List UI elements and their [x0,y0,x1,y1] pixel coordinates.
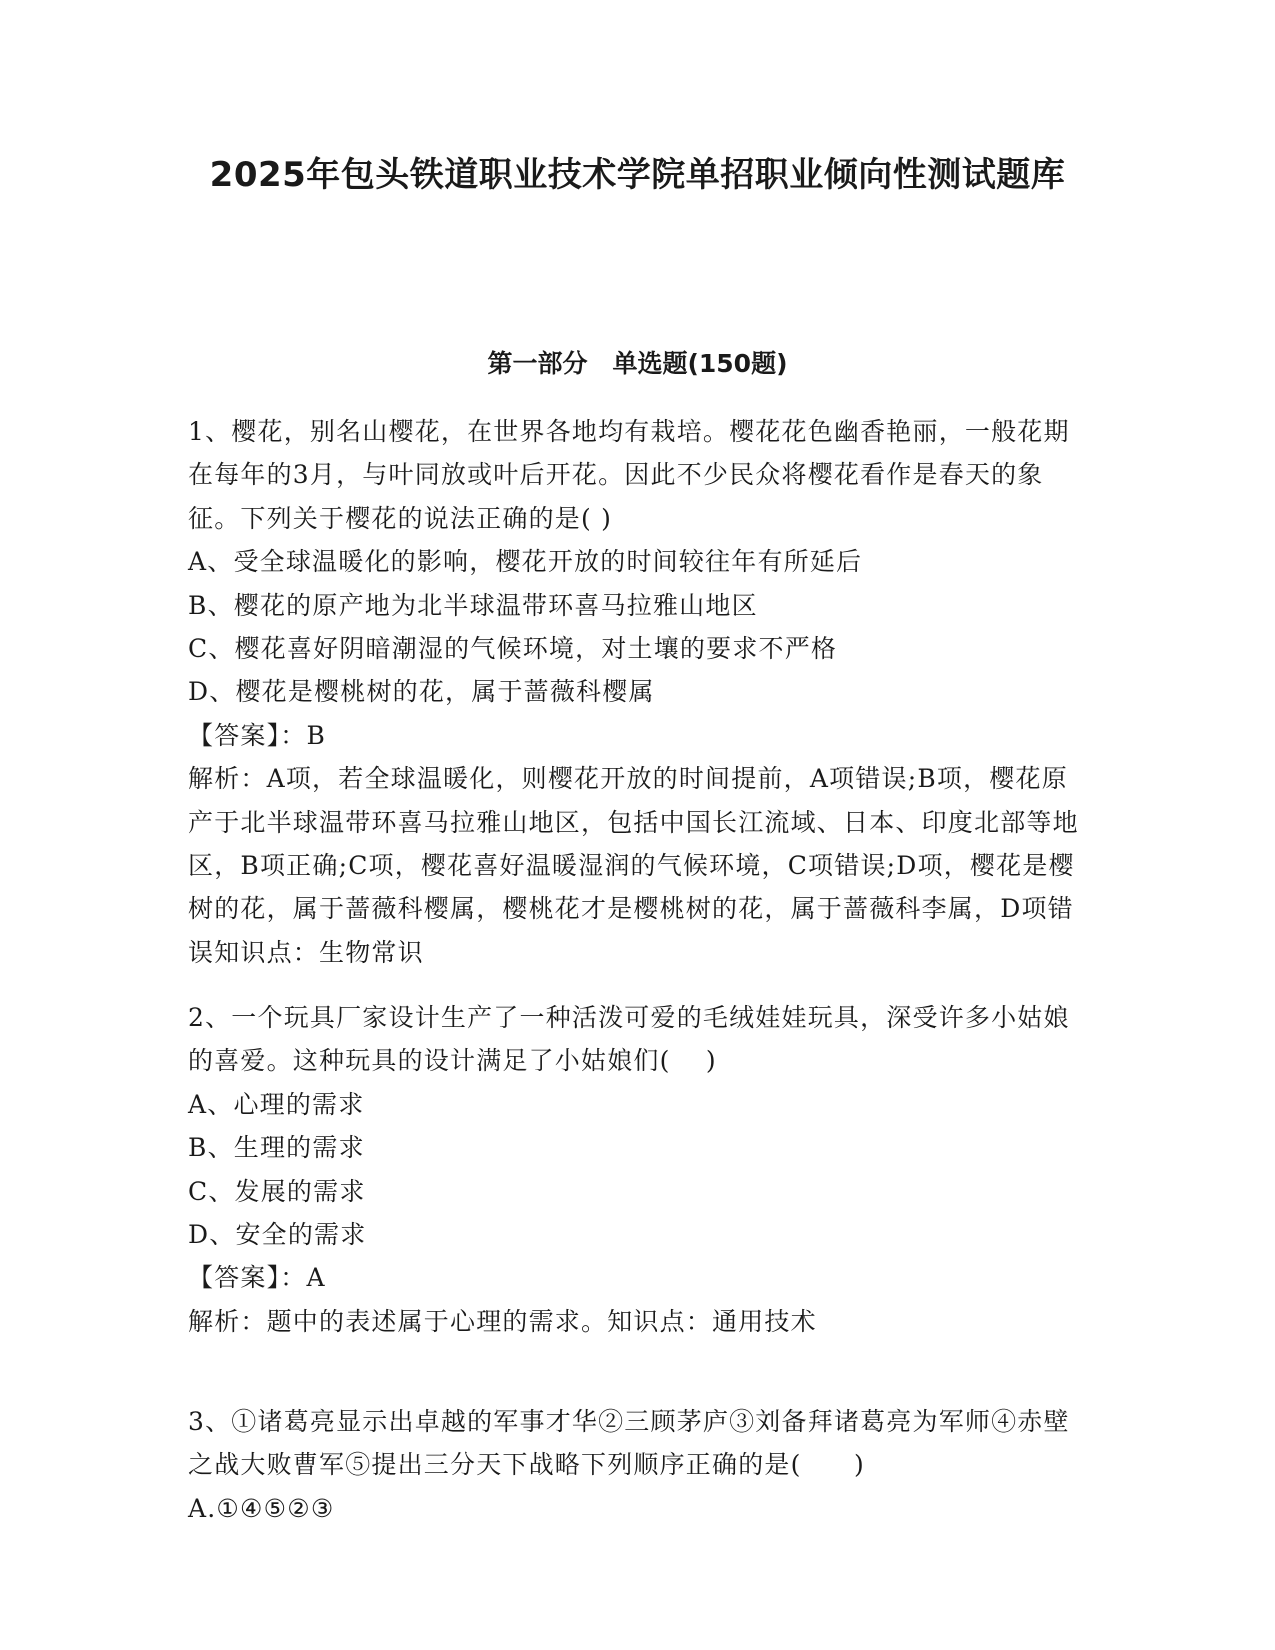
question-stem: 1、樱花，别名山樱花，在世界各地均有栽培。樱花花色幽香艳丽，一般花期在每年的3月，与叶同放或叶后开花。因此不少民众将樱花看作是春天的象征。下列关于樱花的说法正确的是( ) [188,417,1070,533]
option-d: D、樱花是樱桃树的花，属于蔷薇科樱属 [188,677,655,707]
answer-line: 【答案】：B [188,720,327,750]
document-title-text: 2025年包头铁道职业技术学院单招职业倾向性测试题库 [209,155,1066,195]
question-3 [188,1400,1088,1530]
question-stem: 2、一个玩具厂家设计生产了一种活泼可爱的毛绒娃娃玩具，深受许多小姑娘的喜爱。这种玩具的设计满足了小姑娘们( ) [188,1003,1070,1076]
section-heading-text: 第一部分 单选题(150题) [487,349,788,378]
option-c: C、樱花喜好阴暗潮湿的气候环境，对土壤的要求不严格 [188,634,838,664]
section-heading [150,346,1125,382]
option-b: B、樱花的原产地为北半球温带环喜马拉雅山地区 [188,590,758,620]
answer-line: 【答案】：A [188,1263,326,1293]
option-a: A、心理的需求 [188,1089,365,1119]
document-title [150,148,1125,202]
option-a: A、受全球温暖化的影响，樱花开放的时间较往年有所延后 [188,547,863,577]
question-2 [188,996,1088,1343]
option-b: B、生理的需求 [188,1133,365,1163]
option-a: A.①④⑤②③ [188,1493,335,1523]
option-c: C、发展的需求 [188,1176,366,1206]
question-1 [188,410,1088,974]
question-stem: 3、①诸葛亮显示出卓越的军事才华②三顾茅庐③刘备拜诸葛亮为军师④赤壁之战大败曹军⑤提出三分天下战略下列顺序正确的是( ) [188,1407,1070,1480]
analysis-text: 解析：A项，若全球温暖化，则樱花开放的时间提前，A项错误;B项，樱花原产于北半球温带环喜马拉雅山地区，包括中国长江流域、日本、印度北部等地区，B项正确;C项，樱花喜好温暖湿润的气候环境，C项错误;D项，樱花是樱树的花，属于蔷薇科樱属，樱桃花才是樱桃树的花，属于蔷薇科李属，D项错误知识点：生物常识 [188,764,1079,967]
option-d: D、安全的需求 [188,1220,367,1250]
analysis-text: 解析：题中的表述属于心理的需求。知识点：通用技术 [188,1306,817,1336]
